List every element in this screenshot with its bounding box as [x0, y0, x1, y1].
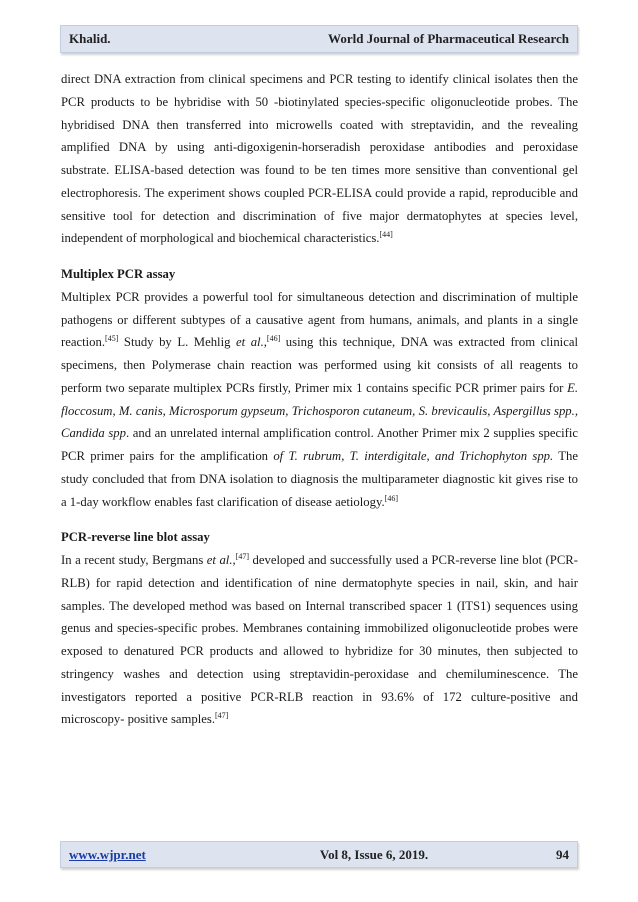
header-author: Khalid.: [69, 31, 111, 46]
paragraph-multiplex-pcr: Multiplex PCR provides a powerful tool for simultaneous detection and discrimination of multiple pathogens or different subtypes of a causative agent from humans, animals, and plants in a single reaction.[45] Study by L. Mehlig et al.,[46] using this technique, DNA was extracted from clinical specimens, then Polymerase chain reaction was performed using kit consists of all reagents to perform two separate multiplex PCRs firstly, Primer mix 1 contains specific PCR primer pairs for E. floccosum, M. canis, Microsporum gypseum, Trichosporon cutaneum, S. brevicaulis, Aspergillus spp., Candida spp. and an unrelated internal amplification control. Another Primer mix 2 supplies specific PCR primer pairs for the amplification of T. rubrum, T. interdigitale, and Trichophyton spp. The study concluded that from DNA isolation to diagnosis the multiparameter diagnostic kit gives rise to a 1-day workflow enables fast clarification of disease aetiology.[46]: [61, 289, 579, 509]
citation: [46]: [266, 334, 281, 344]
header-journal: World Journal of Pharmaceutical Research: [328, 31, 569, 46]
volume-issue: Vol 8, Issue 6, 2019.: [319, 846, 429, 862]
page-footer: [60, 841, 578, 868]
citation: [46]: [384, 493, 398, 503]
page-header: [60, 25, 578, 53]
citation: [47]: [235, 552, 250, 561]
paragraph-pcr-elisa: direct DNA extraction from clinical specimens and PCR testing to identify clinical isolates then the PCR products to be hybridise with 50 -biotinylated species-specific oligonucleotide probes. The hybridised DNA then transferred into microwells coated with streptavidin, and the revealing amplified DNA by using anti-digoxigenin-horseradish peroxidase antibodies and peroxidase substrate. ELISA-based detection was found to be ten times more sensitive than conventional gel electrophoresis. The experiment shows coupled PCR-ELISA could provide a rapid, reproducible and sensitive tool for detection and discrimination of five major dermatophytes at species level, independent of morphological and biochemical characteristics.[44]: [61, 72, 578, 246]
paragraph-reverse-line-blot: In a recent study, Bergmans et al.,[47] developed and successfully used a PCR-reverse line blot (PCR-RLB) for rapid detection and identification of nine dermatophyte species in nail, skin, and hair samples. The developed method was based on Internal transcribed spacer 1 (ITS1) sequences using genus and species-specific probes. Membranes containing immobilized oligonucleotide probes were exposed to denatured PCR products and allowed to hybridize for 30 minutes, then subjected to stringency washes and detection using streptavidin-peroxidase and chemiluminescence. The investigators reported a positive PCR-RLB reaction in 93.6% of 172 culture-positive and microscopy- positive samples.[47]: [61, 552, 578, 727]
page-number: 94: [556, 846, 569, 862]
heading-multiplex-pcr: Multiplex PCR assay: [61, 267, 176, 281]
citation: [44]: [379, 230, 393, 240]
article-body: [61, 68, 578, 731]
journal-website-link[interactable]: www.wjpr.net: [69, 846, 146, 862]
citation: [47]: [215, 711, 229, 721]
citation: [45]: [105, 334, 119, 344]
heading-reverse-line-blot: PCR-reverse line blot assay: [61, 530, 210, 545]
